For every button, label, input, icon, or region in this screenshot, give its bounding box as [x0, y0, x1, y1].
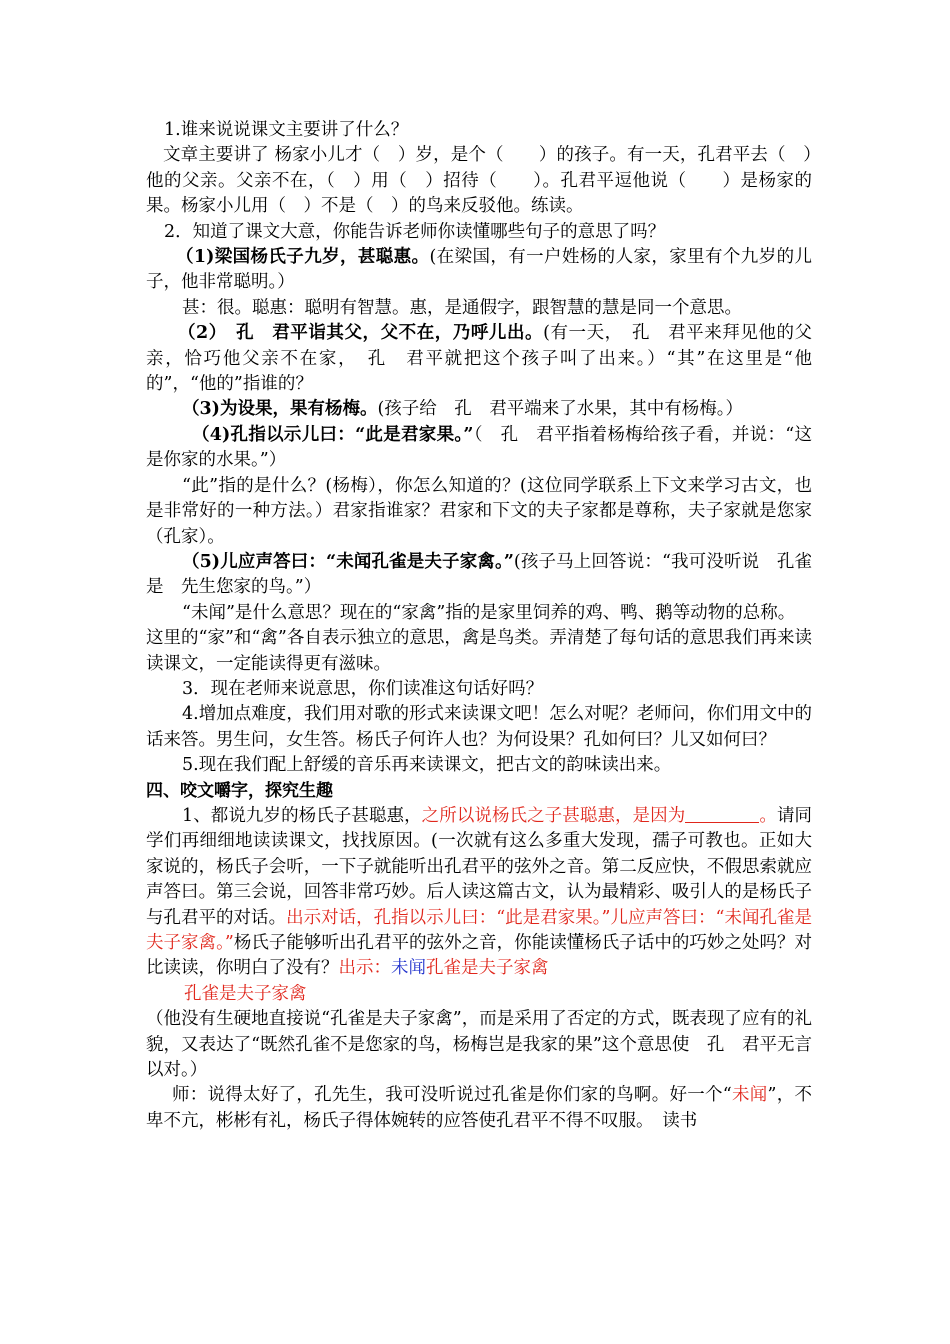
sentence-4-translation: （ 孔 君平指着杨梅给孩子看，并说：“这是你家的水果。”） — [146, 424, 812, 471]
sentence-1-translation: (在梁国，有一户姓杨的人家，家里有个九岁的儿子，他非常聪明。） — [146, 247, 812, 293]
teacher-remark-end: ”，不卑不亢，彬彬有礼，杨氏子得体婉转的应答使孔君平不得不叹服。 读书 — [146, 1085, 813, 1131]
fill-blank — [685, 806, 759, 823]
sentence-5 — [146, 550, 812, 601]
highlight-weiwen-2: 未闻 — [731, 1085, 768, 1106]
teacher-paragraph — [146, 1083, 812, 1134]
sentence-5-original: （5)儿应声答曰：“未闻孔雀是夫子家禽。” — [182, 551, 514, 572]
summary-paragraph: 文章主要讲了 杨家小儿才（ ）岁，是个（ ）的孩子。有一天，孔君平去（ ）他的父亲。父亲不在，（ ）用（ ）招待（ ）。孔君平逗他说（ ）是杨家的果。杨家小儿用（ ）不是（ ）的鸟来反驳他。练读。 — [146, 145, 812, 217]
analysis-body: 请同学们再细细地读读课文，找找原因。(一次就有这么多重大发现，孺子可教也。正如大家说的，杨氏子会听，一下子就能听出孔君平的弦外之音。第二反应快，不假思索就应声答曰。第三会说，回答非常巧妙。后人读这篇古文，认为最精彩、吸引人的是杨氏子与孔君平的对话。 — [146, 805, 813, 928]
sentence-4 — [146, 423, 812, 474]
teacher-remark: 师：说得太好了，孔先生，我可没听说过孔雀是你们家的鸟啊。好一个“ — [172, 1085, 732, 1106]
sentence-3-original: （3)为设果，果有杨梅。 — [182, 399, 378, 420]
sentence-4-note: “此”指的是什么？(杨梅），你怎么知道的？(这位同学联系上下文来学习古文，也是非常好的一种方法。）君家指谁家？君家和下文的夫子家都是尊称，夫子家就是您家（孔家）。 — [146, 475, 812, 547]
question-2: 2．知道了课文大意，你能告诉老师你读懂哪些句子的意思了吗？ — [164, 221, 666, 242]
compare-sentence-2: 孔雀是夫子家禽 — [184, 983, 307, 1004]
show-label: 出示： — [338, 958, 391, 979]
section-heading-4: 四、咬文嚼字，探究生趣 — [146, 780, 333, 801]
sentence-2-translation: (有一天， 孔 君平来拜见他的父亲，恰巧他父亲不在家， 孔 君平就把这个孩子叫了出来。）“其”在这里是“他的”，“他的”指谁的？ — [146, 323, 812, 395]
sentence-3 — [146, 397, 812, 422]
explanation-paragraph: （他没有生硬地直接说“孔雀是夫子家禽”，而是采用了否定的方式，既表现了应有的礼貌，又表达了“既然孔雀不是您家的鸟，杨梅岂是我家的果”这个意思使 孔 君平无言以对。） — [146, 1009, 812, 1081]
question-3: 3．现在老师来说意思，你们读准这句话好吗？ — [182, 678, 544, 699]
question-5: 5.现在我们配上舒缓的音乐再来读课文，把古文的韵味读出来。 — [182, 755, 672, 776]
sentence-2 — [146, 321, 812, 397]
question-4: 4.增加点难度，我们用对歌的形式来读课文吧！怎么对呢？老师问，你们用文中的话来答。男生问，女生答。杨氏子何许人也？为何设果？孔如何曰？儿又如何曰？ — [146, 704, 812, 750]
compare-sentence-1: 孔雀是夫子家禽 — [426, 958, 549, 979]
analysis-prompt: 之所以说杨氏之子甚聪惠，是因为 — [421, 805, 686, 826]
dialogue-excerpt: 出示对话，孔指以示儿曰：“此是君家果。”儿应声答曰：“未闻孔雀是夫子家禽。” — [146, 907, 813, 953]
sentence-5-translation: (孩子马上回答说：“我可没听说 孔雀是 先生您家的鸟。”） — [146, 551, 812, 598]
sentence-5-note-2: 这里的“家”和“禽”各自表示独立的意思，禽是鸟类。弄清楚了每句话的意思我们再来读读课文，一定能读得更有滋味。 — [146, 628, 812, 674]
sentence-5-note: “未闻”是什么意思？现在的“家禽”指的是家里饲养的鸡、鸭、鹅等动物的总称。 — [182, 602, 796, 623]
sentence-1 — [146, 245, 812, 296]
analysis-paragraph — [146, 804, 812, 982]
sentence-1-original: （1)梁国杨氏子九岁，甚聪惠。 — [176, 247, 430, 268]
analysis-question: 杨氏子能够听出孔君平的弦外之音，你能读懂杨氏子话中的巧妙之处吗？对比读读，你明白了没有？ — [146, 933, 813, 979]
sentence-4-original: （4)孔指以示儿曰：“此是君家果。” — [192, 424, 474, 445]
analysis-intro: 1、都说九岁的杨氏子甚聪惠， — [182, 805, 422, 826]
sentence-3-translation: (孩子给 孔 君平端来了水果，其中有杨梅。） — [377, 399, 744, 420]
sentence-1-note: 甚：很。聪惠：聪明有智慧。惠，是通假字，跟智慧的慧是同一个意思。 — [182, 297, 742, 318]
question-1: 1.谁来说说课文主要讲了什么？ — [164, 120, 409, 140]
analysis-period: 。 — [759, 805, 777, 826]
highlight-weiwen: 未闻 — [391, 958, 426, 979]
document-body — [146, 118, 812, 1134]
sentence-2-original: （2） 孔 君平诣其父，父不在，乃呼儿出。 — [178, 323, 544, 344]
